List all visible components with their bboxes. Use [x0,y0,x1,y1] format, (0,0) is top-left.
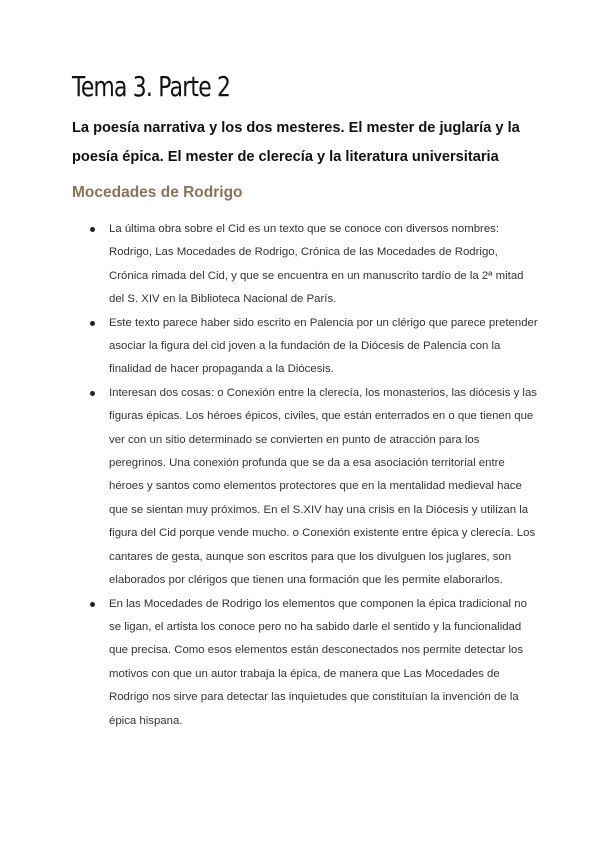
bullet-icon [90,602,95,607]
list-item-text: La última obra sobre el Cid es un texto que se conoce con diversos nombres: Rodrigo, Las Mocedades de Rodrigo, Crónica de las Mocedades de Rodrigo, Crónica rimada del Cid, y que se encuentra en un manuscrito tardío de la 2ª mitad del S. XIV en la Biblioteca Nacional de París. [109,223,524,306]
list-item [72,593,538,733]
section-heading: Mocedades de Rodrigo [72,184,243,201]
bullet-icon [90,321,95,326]
list-item-text: En las Mocedades de Rodrigo los elementos que componen la épica tradicional no se ligan, el artista los conoce pero no ha sabido darle el sentido y la funcionalidad que precisa. Como esos elementos están desconectados nos permite detectar los motivos con que un autor trabaja la épica, de manera que Las Mocedades de Rodrigo nos sirve para detectar las inquietudes que constituían la invención de la épica hispana. [109,597,527,727]
page-subtitle: La poesía narrativa y los dos mesteres. El mester de juglaría y la poesía épica. El mester de clerecía y la literatura universitaria [72,120,520,165]
bullet-icon [90,391,95,396]
list-item-text: Interesan dos cosas: o Conexión entre la clerecía, los monasterios, las diócesis y las figuras épicas. Los héroes épicos, civiles, que están enterrados en o que tienen que ver con un sitio determinado se convierten en punto de atracción para los peregrinos. Una conexión profunda que se da a esa asociación territorial entre héroes y santos como elementos protectores que en la mentalidad medieval hace que se sientan muy próximos. En el S.XIV hay una crisis en la Diócesis y utilizan la figura del Cid porque vende mucho. o Conexión existente entre épica y clerecía. Los cantares de gesta, aunque son escritos para que los divulguen los juglares, son elaborados por clérigos que tienen una formación que les permite elaborarlos. [109,386,537,587]
list-item-text: Este texto parece haber sido escrito en Palencia por un clérigo que parece pretender asociar la figura del cid joven a la fundación de la Diócesis de Palencia con la finalidad de hacer propaganda a la Diócesis. [109,316,538,376]
list-item [72,312,538,382]
list-item [72,382,538,593]
list-item [72,218,538,312]
bullet-icon [90,227,95,232]
bullet-list [72,218,538,733]
page-title: Tema 3. Parte 2 [72,70,231,103]
